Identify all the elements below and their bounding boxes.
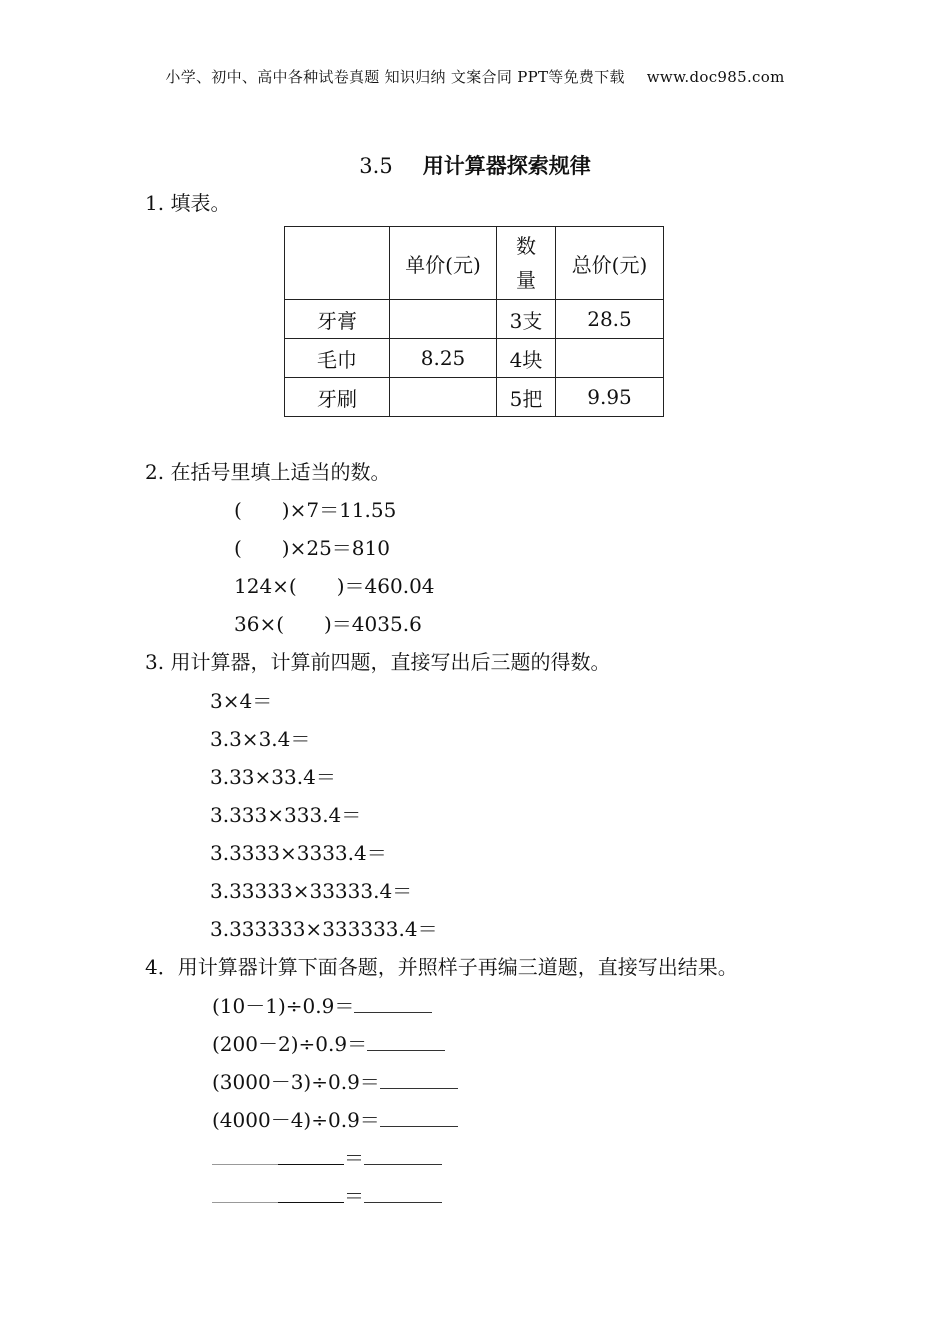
q3-item[interactable]: 3.33333×33333.4＝ [210, 879, 413, 903]
custom-expression-blank[interactable] [212, 1184, 278, 1203]
q4-custom-item [212, 1184, 442, 1208]
table-header-cell [497, 227, 556, 300]
q3-item[interactable]: 3×4＝ [210, 689, 273, 713]
q2-item[interactable]: 36×( )＝4035.6 [234, 612, 422, 636]
q3-item[interactable]: 3.33×33.4＝ [210, 765, 336, 789]
header-url: www.doc985.com [646, 68, 785, 86]
answer-blank[interactable] [380, 1070, 458, 1089]
answer-blank[interactable] [364, 1184, 442, 1203]
q3-item[interactable]: 3.3×3.4＝ [210, 727, 311, 751]
q3-item[interactable]: 3.333×333.4＝ [210, 803, 362, 827]
table-cell[interactable] [556, 339, 664, 378]
q4-expression: (200－2)÷0.9＝ [212, 1032, 368, 1056]
table-cell: 4块 [497, 339, 556, 378]
q1-prompt: 1. 填表。 [145, 191, 231, 215]
equals-sign: ＝ [344, 1184, 364, 1208]
table-header-cell [285, 227, 390, 300]
q2-item[interactable]: ( )×25＝810 [234, 536, 390, 560]
q4-expression: (3000－3)÷0.9＝ [212, 1070, 380, 1094]
table-cell: 牙刷 [285, 378, 390, 417]
table-cell: 5把 [497, 378, 556, 417]
table-cell: 毛巾 [285, 339, 390, 378]
equals-sign: ＝ [344, 1146, 364, 1170]
table-row [285, 300, 664, 339]
custom-expression-blank[interactable] [212, 1146, 278, 1165]
q2-prompt: 2. 在括号里填上适当的数。 [145, 460, 391, 484]
q3-item[interactable]: 3.3333×3333.4＝ [210, 841, 387, 865]
table-cell: 牙膏 [285, 300, 390, 339]
table-cell[interactable] [390, 300, 497, 339]
header-text: 小学、初中、高中各种试卷真题 知识归纳 文案合同 PPT等免费下载 [165, 68, 625, 86]
header-quantity-top: 数 [516, 234, 536, 258]
page-header [0, 66, 950, 87]
q4-item [212, 994, 432, 1018]
q3-prompt: 3. 用计算器，计算前四题，直接写出后三题的得数。 [145, 650, 611, 674]
section-title: 用计算器探索规律 [422, 153, 591, 178]
table-cell: 9.95 [556, 378, 664, 417]
table-cell: 28.5 [556, 300, 664, 339]
custom-expression-blank[interactable] [278, 1146, 344, 1165]
table-cell: 3支 [497, 300, 556, 339]
section-number: 3.5 [359, 154, 393, 178]
custom-expression-blank[interactable] [278, 1184, 344, 1203]
page-title [0, 150, 950, 180]
table-row [285, 339, 664, 378]
answer-blank[interactable] [354, 994, 432, 1013]
table-row [285, 378, 664, 417]
table-header-cell: 总价(元) [556, 227, 664, 300]
q2-item[interactable]: 124×( )＝460.04 [234, 574, 435, 598]
answer-blank[interactable] [380, 1108, 458, 1127]
q4-expression: (10－1)÷0.9＝ [212, 994, 355, 1018]
q4-custom-item [212, 1146, 442, 1170]
table-cell: 8.25 [390, 339, 497, 378]
header-quantity-bottom: 量 [516, 268, 536, 292]
q4-item [212, 1108, 458, 1132]
table-header-cell: 单价(元) [390, 227, 497, 300]
q4-prompt: 4．用计算器计算下面各题，并照样子再编三道题，直接写出结果。 [145, 955, 738, 979]
q2-item[interactable]: ( )×7＝11.55 [234, 498, 397, 522]
q4-expression: (4000－4)÷0.9＝ [212, 1108, 380, 1132]
answer-blank[interactable] [367, 1032, 445, 1051]
answer-blank[interactable] [364, 1146, 442, 1165]
q4-item [212, 1032, 445, 1056]
table-cell[interactable] [390, 378, 497, 417]
table-header-row [285, 227, 664, 300]
q4-item [212, 1070, 458, 1094]
price-table [284, 226, 664, 417]
q3-item[interactable]: 3.333333×333333.4＝ [210, 917, 438, 941]
